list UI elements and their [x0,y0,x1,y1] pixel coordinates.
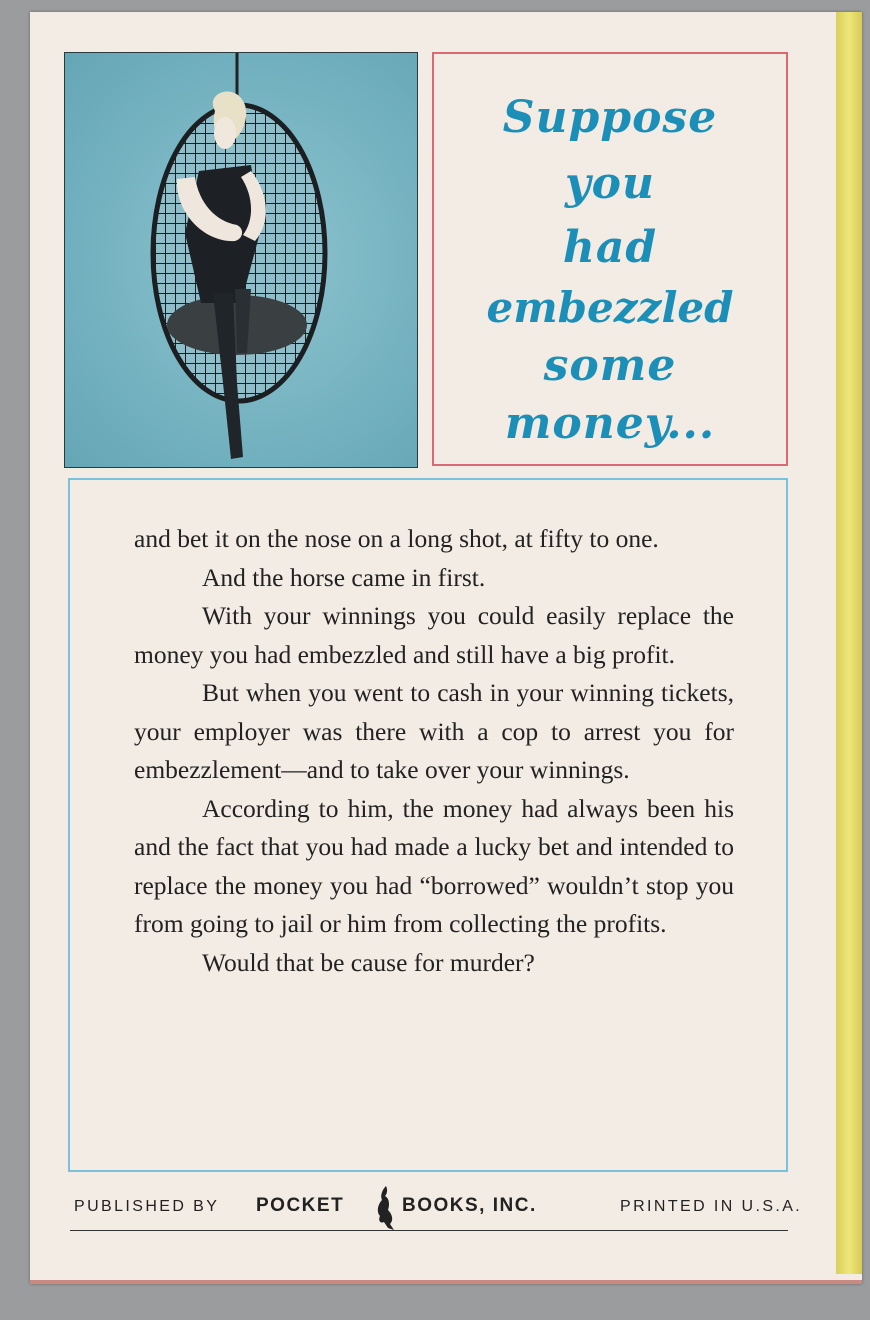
footer-publisher-pocket: POCKET [256,1195,345,1216]
story-paragraph: And the horse came in first. [202,562,486,592]
story-paragraph: and bet it on the nose on a long shot, at fifty to one. [134,524,659,553]
book-spine [836,12,862,1274]
book-back-cover [30,12,862,1284]
story-paragraph: Would that be cause for murder? [202,947,535,977]
tagline-line: embezzled [486,283,734,332]
story-paragraph: With your winnings you could easily replace the money you had embezzled and still have a big profit. [134,601,734,669]
cover-photo [64,52,418,468]
story-text [134,520,734,982]
tagline-line: you [565,158,655,209]
tagline-line: money... [504,398,716,449]
tagline-panel [432,52,788,466]
tagline-line: Suppose [502,92,718,143]
woman-in-chair-illustration [65,53,417,467]
story-paragraph: But when you went to cash in your winning tickets, your employer was there with a cop to arrest you for embezzlement—and to take over your winnings. [134,678,734,784]
tagline-line: had [562,222,658,273]
story-paragraph: According to him, the money had always been his and the fact that you had made a lucky bet and intended to replace the money you had “borrowed” wouldn’t stop you from going to jail or him from collecting the profits. [134,793,734,938]
publisher-footer [70,1190,803,1231]
footer-publisher-books: BOOKS, INC. [402,1195,537,1216]
footer-published-by: PUBLISHED BY [74,1198,220,1215]
story-panel [68,478,788,1172]
kangaroo-logo-icon [374,1184,396,1232]
footer-printed-in: PRINTED IN U.S.A. [620,1198,803,1215]
tagline-line: some [543,340,677,391]
